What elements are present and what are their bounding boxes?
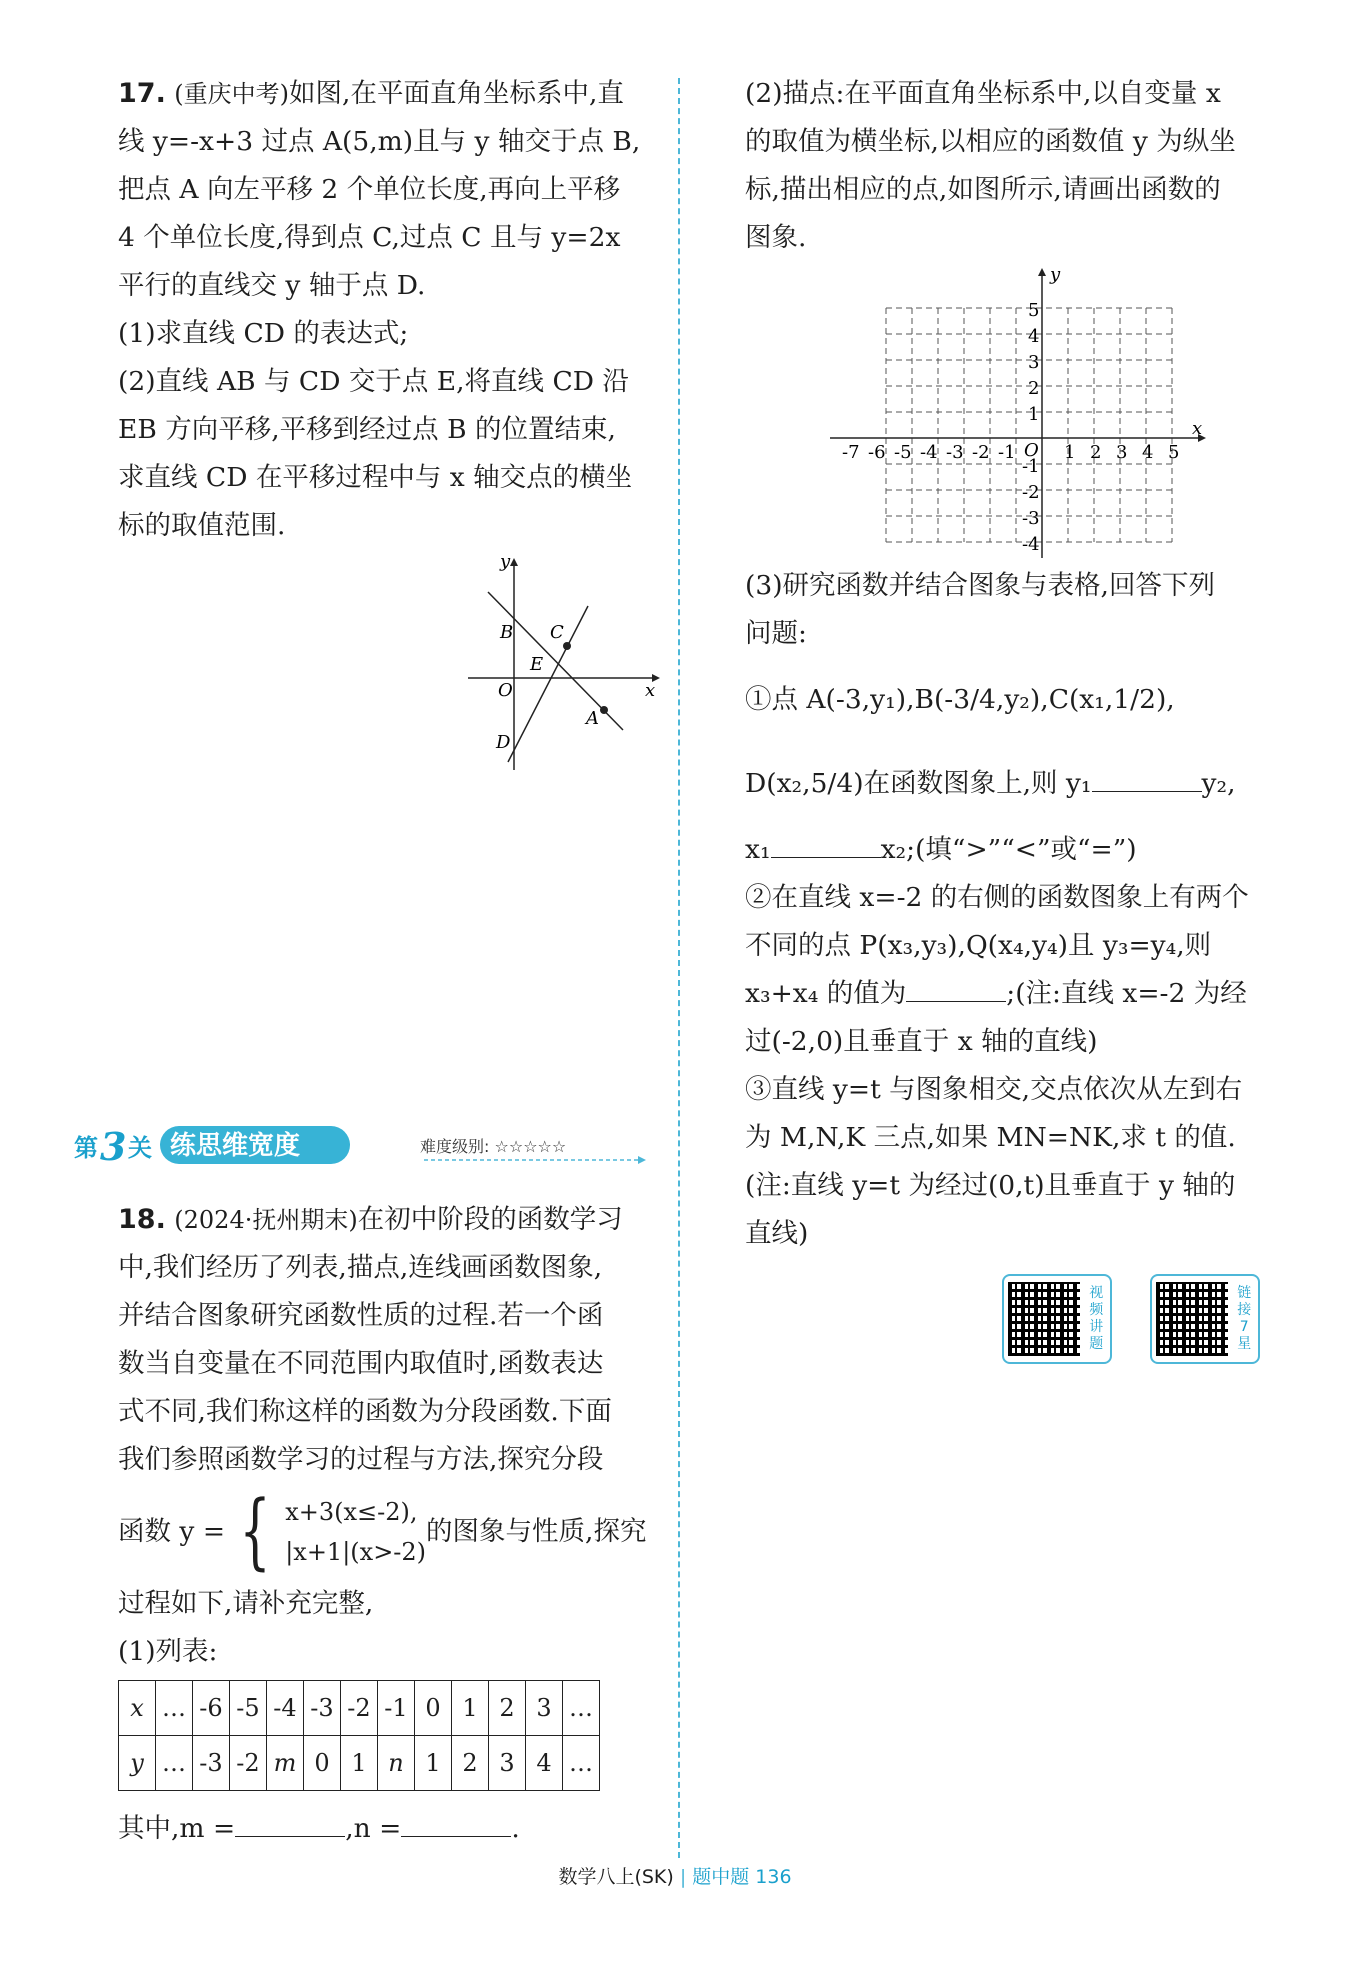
q3-1c-start: x₁ xyxy=(745,834,771,865)
grid-y-label: y xyxy=(1050,268,1061,285)
x-compare-blank[interactable] xyxy=(771,827,881,858)
table-cell: -3 xyxy=(304,1681,341,1736)
q18-source: (2024·抚州期末) xyxy=(174,1206,358,1234)
case-1: x+3(x≤-2), xyxy=(285,1498,418,1526)
fig1-E: E xyxy=(530,654,544,675)
q3-2-line-1: 不同的点 P(x₃,y₃),Q(x₄,y₄)且 y₃=y₄,则 xyxy=(745,930,1212,961)
grid-origin: O xyxy=(1024,440,1039,461)
q3-2-line-0: ②在直线 x=-2 的右侧的函数图象上有两个 xyxy=(745,882,1249,913)
fig1-B: B xyxy=(500,622,514,643)
q18-part3-0: (3)研究函数并结合图象与表格,回答下列 xyxy=(745,570,1215,601)
table-cell: 1 xyxy=(452,1681,489,1736)
table-cell: 0 xyxy=(415,1681,452,1736)
x-tick-label: 2 xyxy=(1090,442,1102,463)
q17-stem-1: 线 y=-x+3 过点 A(5,m)且与 y 轴交于点 B, xyxy=(118,126,641,157)
case-2: |x+1|(x>-2) xyxy=(285,1538,427,1566)
fig1-A: A xyxy=(586,708,599,729)
sum-blank[interactable] xyxy=(906,971,1006,1002)
fig1-y-label: y xyxy=(500,552,511,572)
table-cell: 2 xyxy=(452,1736,489,1791)
q3-1c-end: x₂;(填“>”“<”或“=”) xyxy=(880,834,1137,865)
y-tick-label: 5 xyxy=(1028,300,1040,321)
y-tick-label: 3 xyxy=(1028,352,1040,373)
func-prefix: 函数 y = xyxy=(118,1516,226,1547)
q17-number: 17. xyxy=(118,78,166,109)
x-tick-label: -3 xyxy=(946,442,964,463)
q17-stem-3: 4 个单位长度,得到点 C,过点 C 且与 y=2x xyxy=(118,222,621,253)
q18-stem-2: 并结合图象研究函数性质的过程.若一个函 xyxy=(118,1300,604,1331)
q18-stem-5: 我们参照函数学习的过程与方法,探究分段 xyxy=(118,1444,604,1475)
y-tick-label: -1 xyxy=(1022,456,1040,477)
q18-stem-4: 式不同,我们称这样的函数为分段函数.下面 xyxy=(118,1396,612,1427)
q3-3-line-1: 为 M,N,K 三点,如果 MN=NK,求 t 的值. xyxy=(745,1122,1236,1153)
table-cell: 1 xyxy=(415,1736,452,1791)
left-column xyxy=(118,70,658,550)
qr-code-icon xyxy=(1156,1282,1228,1356)
fig1-O: O xyxy=(498,680,513,701)
page-footer: 数学八上(SK) | 题中题 136 xyxy=(558,1866,792,1888)
footer-brand: 题中题 xyxy=(692,1866,750,1888)
table-cell: n xyxy=(378,1736,415,1791)
q3-2c-end: ;(注:直线 x=-2 为经 xyxy=(1006,978,1247,1009)
banner-prefix: 第 xyxy=(74,1133,98,1162)
q17-part2-3: 标的取值范围. xyxy=(118,510,286,541)
qr-link[interactable] xyxy=(1150,1274,1260,1364)
q3-2-line-d: 过(-2,0)且垂直于 x 轴的直线) xyxy=(745,1026,1098,1057)
q18-line-after: 过程如下,请补充完整, xyxy=(118,1588,374,1619)
table-cell: -5 xyxy=(230,1681,267,1736)
brace: { xyxy=(239,1484,271,1579)
page-number: 136 xyxy=(755,1866,792,1888)
x-tick-label: -2 xyxy=(972,442,990,463)
grid-x-label: x xyxy=(1192,418,1203,439)
q18-stem-0: 在初中阶段的函数学习 xyxy=(357,1204,623,1235)
table-cell: 0 xyxy=(304,1736,341,1791)
q17-stem-4: 平行的直线交 y 轴于点 D. xyxy=(118,270,426,301)
m-blank[interactable] xyxy=(235,1806,345,1837)
q3-2-line-c xyxy=(745,970,1285,1018)
n-blank[interactable] xyxy=(401,1806,511,1837)
table-cell: -1 xyxy=(378,1681,415,1736)
func-suffix: 的图象与性质,探究 xyxy=(426,1516,647,1547)
table-cell: … xyxy=(156,1681,193,1736)
difficulty-label xyxy=(420,1134,566,1157)
table-cell: … xyxy=(156,1736,193,1791)
y-compare-blank[interactable] xyxy=(1092,761,1202,792)
q17-stem-0: 如图,在平面直角坐标系中,直 xyxy=(289,78,624,109)
x-tick-label: 4 xyxy=(1142,442,1154,463)
banner-num: 3 xyxy=(100,1124,127,1169)
table-cell: m xyxy=(267,1736,304,1791)
table-cell: 1 xyxy=(341,1736,378,1791)
mn-answer-line xyxy=(118,1805,658,1853)
q3-3-line-2: (注:直线 y=t 为经过(0,t)且垂直于 y 轴的 xyxy=(745,1170,1236,1201)
table-cell: -2 xyxy=(230,1736,267,1791)
x-tick-label: -4 xyxy=(920,442,938,463)
qr-code-icon xyxy=(1008,1282,1080,1356)
x-tick-label: -6 xyxy=(868,442,886,463)
banner-suffix: 关 xyxy=(128,1133,152,1162)
section-banner xyxy=(74,1120,654,1170)
y-tick-label: -4 xyxy=(1022,534,1040,555)
table-cell: -2 xyxy=(341,1681,378,1736)
footer-book: 数学八上(SK) xyxy=(558,1866,674,1888)
fig1-x-label: x xyxy=(645,680,656,701)
q3-1b-end: y₂, xyxy=(1201,768,1236,799)
fig1-D: D xyxy=(496,732,511,753)
table-cell: 3 xyxy=(526,1681,563,1736)
y-tick-label: 2 xyxy=(1028,378,1040,399)
y-tick-label: 1 xyxy=(1028,404,1040,425)
table-row-x xyxy=(119,1681,600,1736)
x-tick-label: -7 xyxy=(842,442,860,463)
q17-stem-2: 把点 A 向左平移 2 个单位长度,再向上平移 xyxy=(118,174,621,205)
x-tick-label: 3 xyxy=(1116,442,1128,463)
table-cell: -4 xyxy=(267,1681,304,1736)
q3-3-line-3: 直线) xyxy=(745,1218,809,1249)
q3-1-line-c xyxy=(745,826,1285,874)
q18-first-line xyxy=(118,1196,658,1244)
table-cell: 4 xyxy=(526,1736,563,1791)
q17-part2-2: 求直线 CD 在平移过程中与 x 轴交点的横坐 xyxy=(118,462,633,493)
mn-end: . xyxy=(511,1813,520,1844)
x-tick-label: 1 xyxy=(1064,442,1076,463)
q17-part2-1: EB 方向平移,平移到经过点 B 的位置结束, xyxy=(118,414,616,445)
q18-part2-2: 标,描出相应的点,如图所示,请画出函数的 xyxy=(745,174,1221,205)
coordinate-grid xyxy=(820,268,1220,558)
table-row-y xyxy=(119,1736,600,1791)
q18-part2-1: 的取值为横坐标,以相应的函数值 y 为纵坐 xyxy=(745,126,1236,157)
q3-1-line-b xyxy=(745,742,1285,826)
mn-prefix: 其中,m = xyxy=(118,1813,236,1844)
difficulty-text: 难度级别: xyxy=(420,1137,490,1156)
q3-1b-text: D(x₂,5/4)在函数图象上,则 y₁ xyxy=(745,768,1092,799)
q17-source: (重庆中考) xyxy=(174,80,290,108)
x-tick-label: -5 xyxy=(894,442,912,463)
q18-left xyxy=(118,1196,658,1676)
q18-part3-1: 问题: xyxy=(745,618,807,649)
table-cell: -6 xyxy=(193,1681,230,1736)
table-cell: 3 xyxy=(489,1736,526,1791)
table-cell: y xyxy=(119,1736,156,1791)
x-tick-label: 5 xyxy=(1168,442,1180,463)
y-tick-label: 4 xyxy=(1028,326,1040,347)
fig1-C: C xyxy=(550,622,564,643)
column-divider xyxy=(678,78,680,1858)
table-cell: … xyxy=(563,1681,600,1736)
value-table xyxy=(118,1680,600,1791)
q18-part1: (1)列表: xyxy=(118,1636,218,1667)
func-cases xyxy=(285,1492,426,1572)
q3-2c-start: x₃+x₄ 的值为 xyxy=(745,978,907,1009)
table-cell: … xyxy=(563,1736,600,1791)
table-cell: 2 xyxy=(489,1681,526,1736)
q18-part3 xyxy=(745,562,1285,1258)
q17-part1: (1)求直线 CD 的表达式; xyxy=(118,318,409,349)
q18-stem-1: 中,我们经历了列表,描点,连线画函数图象, xyxy=(118,1252,603,1283)
qr-label-1: 视频讲题 xyxy=(1089,1285,1104,1352)
difficulty-stars: ☆☆☆☆☆ xyxy=(494,1137,567,1156)
q17-first-line xyxy=(118,70,658,118)
q18-part2-0: (2)描点:在平面直角坐标系中,以自变量 x xyxy=(745,78,1221,109)
piecewise-function xyxy=(118,1484,658,1580)
q18-part2-3: 图象. xyxy=(745,222,807,253)
q17-part2-0: (2)直线 AB 与 CD 交于点 E,将直线 CD 沿 xyxy=(118,366,629,397)
right-column xyxy=(745,70,1285,262)
banner-title: 练思维宽度 xyxy=(170,1131,301,1161)
y-tick-label: -2 xyxy=(1022,482,1040,503)
y-tick-label: -3 xyxy=(1022,508,1040,529)
q18-stem-3: 数当自变量在不同范围内取值时,函数表达 xyxy=(118,1348,604,1379)
x-tick-label: -1 xyxy=(998,442,1016,463)
table-cell: x xyxy=(119,1681,156,1736)
qr-video[interactable] xyxy=(1002,1274,1112,1364)
table-cell: -3 xyxy=(193,1736,230,1791)
q3-3-line-0: ③直线 y=t 与图象相交,交点依次从左到右 xyxy=(745,1074,1243,1105)
qr-label-2: 链接7星 xyxy=(1237,1285,1252,1352)
q17-figure xyxy=(468,552,668,772)
q18-number: 18. xyxy=(118,1204,166,1235)
q3-1-line-a: ①点 A(-3,y₁),B(-3/4,y₂),C(x₁,1/2), xyxy=(745,684,1175,715)
mn-mid: ,n = xyxy=(345,1813,402,1844)
